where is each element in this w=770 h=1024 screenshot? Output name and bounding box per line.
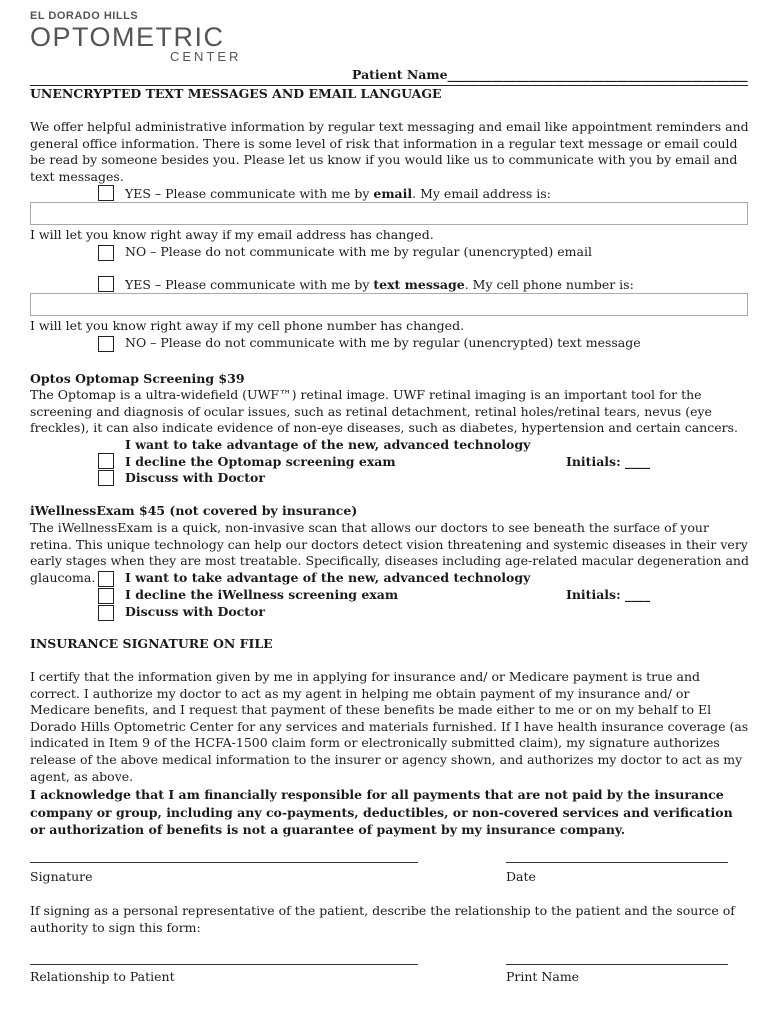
text-yes-label: YES – Please communicate with me by text message. My cell phone number is: <box>125 277 634 292</box>
optos-initials[interactable]: Initials: ____ <box>566 454 651 469</box>
date-line[interactable] <box>506 862 728 863</box>
iwellness-decline-label: I decline the iWellness screening exam <box>125 587 399 602</box>
iwellness-accept-checkbox[interactable] <box>98 571 114 587</box>
text-no-checkbox[interactable] <box>98 336 114 352</box>
email-yes-label: YES – Please communicate with me by email. My email address is: <box>125 186 551 201</box>
email-notice: I will let you know right away if my email address has changed. <box>30 227 434 242</box>
clinic-logo <box>30 10 241 63</box>
insurance-paragraph: I certify that the information given by me in applying for insurance and/ or Medicare payment is true and correct. I authorize my doctor to act as my agent in helping me obtain payment of my insurance and/ or Medicare benefits, and I request that payment of these benefits be made either to me or on my behalf to El Dorado Hills Optometric Center for any services and materials furnished. If I have health insurance coverage (as indicated in Item 9 of the HCFA-1500 claim form or electronically submitted claim), my signature authorizes release of the above medical information to the insurer or agency shown, and authorizes my doctor to act as my agent, as above. <box>30 669 749 784</box>
signature-line[interactable] <box>30 862 418 863</box>
insurance-title: INSURANCE SIGNATURE ON FILE <box>30 636 273 651</box>
date-label: Date <box>506 869 536 884</box>
iwellness-discuss-label: Discuss with Doctor <box>125 604 265 619</box>
iwellness-decline-checkbox[interactable] <box>98 588 114 604</box>
email-yes-checkbox[interactable] <box>98 185 114 201</box>
relationship-label: Relationship to Patient <box>30 969 175 984</box>
print-name-label: Print Name <box>506 969 580 984</box>
optos-paragraph: The Optomap is a ultra-widefield (UWF™) retinal image. UWF retinal imaging is an important tool for the screening and diagnosis of ocular issues, such as retinal detachment, retinal holes/retinal tears, nevus (eye freckles), it can also indicate evidence of non-eye diseases, such as diabetes, hypertension and certain cancers. <box>30 387 738 436</box>
iwellness-discuss-checkbox[interactable] <box>98 605 114 621</box>
text-notice: I will let you know right away if my cell phone number has changed. <box>30 318 465 333</box>
optos-decline-label: I decline the Optomap screening exam <box>125 454 396 469</box>
optos-accept-checkbox[interactable] <box>98 453 114 469</box>
email-no-label: NO – Please do not communicate with me by regular (unencrypted) email <box>125 244 592 259</box>
email-address-input[interactable] <box>30 202 748 225</box>
signature-label: Signature <box>30 869 93 884</box>
optos-accept-label: I want to take advantage of the new, advanced technology <box>125 437 531 452</box>
iwellness-title: iWellnessExam $45 (not covered by insurance) <box>30 503 358 518</box>
optos-decline-checkbox[interactable] <box>98 470 114 486</box>
print-name-line[interactable] <box>506 964 728 965</box>
optos-discuss-label: Discuss with Doctor <box>125 470 265 485</box>
optos-title: Optos Optomap Screening $39 <box>30 371 245 386</box>
section-title-unencrypted: UNENCRYPTED TEXT MESSAGES AND EMAIL LANGUAGE <box>30 86 442 101</box>
iwellness-initials[interactable]: Initials: ____ <box>566 587 651 602</box>
logo-line-2: OPTOMETRIC <box>30 22 225 52</box>
logo-line-1: EL DORADO HILLS <box>30 10 139 22</box>
representative-paragraph: If signing as a personal representative of the patient, describe the relationship to the patient and the source of authority to sign this form: <box>30 903 735 935</box>
financial-acknowledgement: I acknowledge that I am financially responsible for all payments that are not paid by the insurance company or group, including any co-payments, deductibles, or non-covered services and verification or authorization of benefits is not a guarantee of payment by my insurance company. <box>30 787 733 837</box>
text-yes-checkbox[interactable] <box>98 276 114 292</box>
text-no-label: NO – Please do not communicate with me by regular (unencrypted) text message <box>125 335 641 350</box>
relationship-line[interactable] <box>30 964 418 965</box>
patient-name-field[interactable]: Patient Name________________________________________________ <box>352 67 748 82</box>
iwellness-accept-label: I want to take advantage of the new, advanced technology <box>125 570 531 585</box>
cell-phone-input[interactable] <box>30 293 748 316</box>
iwellness-paragraph: The iWellnessExam is a quick, non-invasive scan that allows our doctors to see beneath the surface of your retina. This unique technology can help our doctors detect vision threatening and systemic diseases in their very early stages when they are most treatable. Specifically, diseases including age-related macular degeneration and glaucoma. <box>30 520 749 585</box>
logo-line-3: CENTER <box>170 49 242 64</box>
unencrypted-paragraph: We offer helpful administrative information by regular text messaging and email like appointment reminders and general office information. There is some level of risk that information in a regular text message or email could be read by someone besides you. Please let us know if you would like us to communicate with you by email and text messages. <box>30 119 749 184</box>
email-no-checkbox[interactable] <box>98 245 114 261</box>
